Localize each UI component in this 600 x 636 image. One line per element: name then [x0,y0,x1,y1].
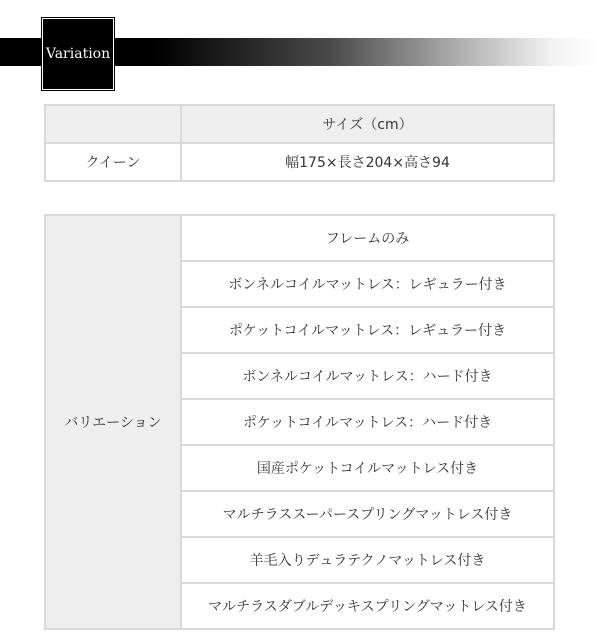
variation-item: マルチラススーパースプリングマットレス付き [181,491,554,537]
size-header-cell: サイズ（cm） [181,105,554,143]
variation-label: バリエーション [45,215,181,629]
variation-item: ボンネルコイルマットレス：レギュラー付き [181,261,554,307]
size-table [44,104,555,182]
variation-item: マルチラスダブルデッキスプリングマットレス付き [181,583,554,629]
section-title: Variation [45,46,111,62]
variation-item: 羊毛入りデュラテクノマットレス付き [181,537,554,583]
table-row [45,215,554,261]
variation-item: ボンネルコイルマットレス：ハード付き [181,353,554,399]
variation-item: ポケットコイルマットレス：ハード付き [181,399,554,445]
variation-item: フレームのみ [181,215,554,261]
variation-item: ポケットコイルマットレス：レギュラー付き [181,307,554,353]
section-header-badge [42,18,114,90]
size-header-empty-cell [45,105,181,143]
size-row-label: クイーン [45,143,181,181]
size-table-header-row [45,105,554,143]
variation-table [44,214,555,630]
size-table-row [45,143,554,181]
variation-item: 国産ポケットコイルマットレス付き [181,445,554,491]
size-row-value: 幅175×長さ204×高さ94 [181,143,554,181]
